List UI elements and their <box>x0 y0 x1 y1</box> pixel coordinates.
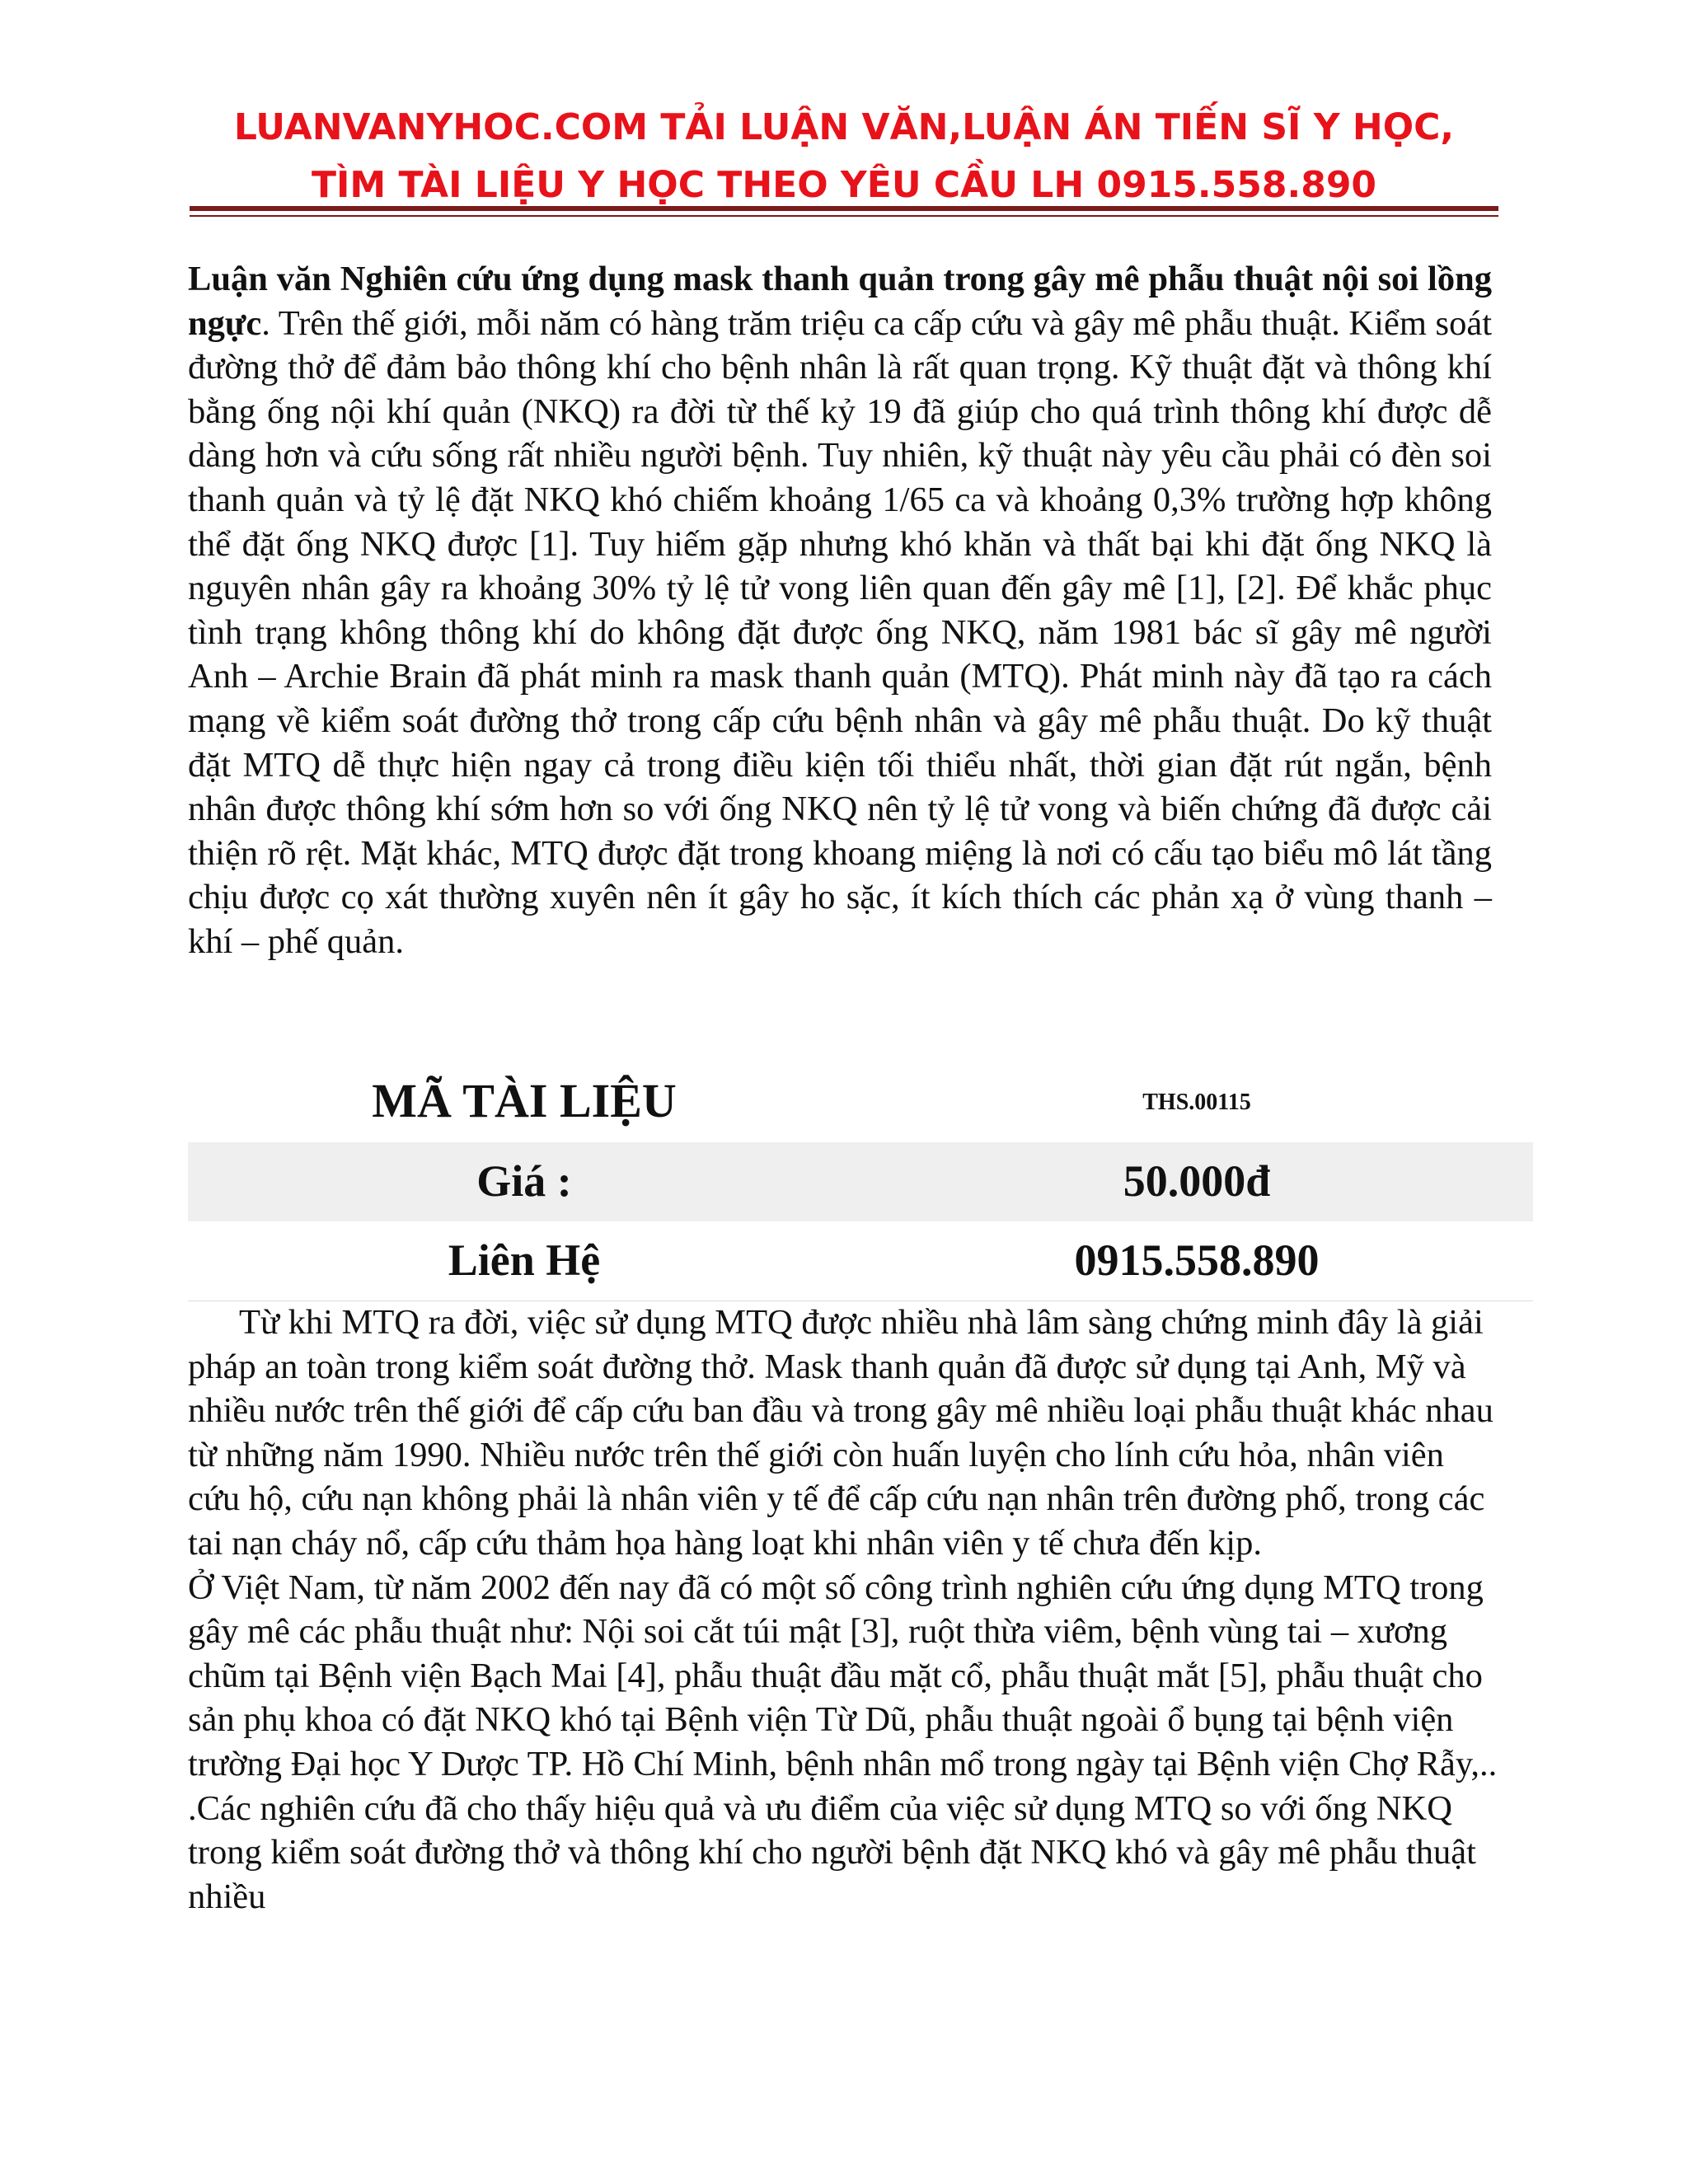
contact-label: Liên Hệ <box>448 1235 601 1285</box>
code-label: MÃ TÀI LIỆU <box>372 1074 677 1127</box>
price-value: 50.000đ <box>1123 1156 1271 1206</box>
price-row <box>188 1142 1533 1221</box>
intro-text: . Trên thế giới, mỗi năm có hàng trăm triệu ca cấp cứu và gây mê phẫu thuật. Kiểm soát đường thở để đảm bảo thông khí cho bệnh nhân là rất quan trọng. Kỹ thuật đặt và thông khí bằng ống nội khí quản (NKQ) ra đời từ thế kỷ 19 đã giúp cho quá trình thông khí được dễ dàng hơn và cứu sống rất nhiều người bệnh. Tuy nhiên, kỹ thuật này yêu cầu phải có đèn soi thanh quản và tỷ lệ đặt NKQ khó chiếm khoảng 1/65 ca và khoảng 0,3% trường hợp không thể đặt ống NKQ được [1]. Tuy hiếm gặp nhưng khó khăn và thất bại khi đặt ống NKQ là nguyên nhân gây ra khoảng 30% tỷ lệ tử vong liên quan đến gây mê [1], [2]. Để khắc phục tình trạng không thông khí do không đặt được ống NKQ, năm 1981 bác sĩ gây mê người Anh – Archie Brain đã phát minh ra mask thanh quản (MTQ). Phát minh này đã tạo ra cách mạng về kiểm soát đường thở trong cấp cứu bệnh nhân và gây mê phẫu thuật. Do kỹ thuật đặt MTQ dễ thực hiện ngay cả trong điều kiện tối thiểu nhất, thời gian đặt rút ngắn, bệnh nhân được thông khí sớm hơn so với ống NKQ nên tỷ lệ tử vong và biến chứng đã được cải thiện rõ rệt. Mặt khác, MTQ được đặt trong khoang miệng là nơi có cấu tạo biểu mô lát tầng chịu được cọ xát thường xuyên nên ít gây ho sặc, ít kích thích các phản xạ ở vùng thanh – khí – phế quản. <box>188 303 1492 961</box>
header-divider-thin <box>190 215 1498 217</box>
header-divider-thick <box>190 206 1498 211</box>
header-line-2: TÌM TÀI LIỆU Y HỌC THEO YÊU CẦU LH 0915.558.890 <box>311 164 1377 206</box>
body-paragraph-2: Ở Việt Nam, từ năm 2002 đến nay đã có một số công trình nghiên cứu ứng dụng MTQ trong gây mê các phẫu thuật như: Nội soi cắt túi mật [3], ruột thừa viêm, bệnh vùng tai – xương chũm tại Bệnh viện Bạch Mai [4], phẫu thuật đầu mặt cổ, phẫu thuật mắt [5], phẫu thuật cho sản phụ khoa có đặt NKQ khó tại Bệnh viện Từ Dũ, phẫu thuật ngoài ổ bụng tại bệnh viện trường Đại học Y Dược TP. Hồ Chí Minh, bệnh nhân mổ trong ngày tại Bệnh viện Chợ Rẫy,.. .Các nghiên cứu đã cho thấy hiệu quả và ưu điểm của việc sử dụng MTQ so với ống NKQ trong kiểm soát đường thở và thông khí cho người bệnh đặt NKQ khó và gây mê phẫu thuật nhiều <box>188 1568 1498 1916</box>
contact-value: 0915.558.890 <box>1074 1235 1320 1285</box>
code-value: THS.00115 <box>1142 1090 1251 1115</box>
document-title: Luận văn Nghiên cứu ứng dụng mask thanh quản trong gây mê phẫu thuật nội soi lồng ngực <box>188 260 1492 343</box>
price-label: Giá : <box>476 1156 572 1206</box>
header-line-1: LUANVANYHOC.COM TẢI LUẬN VĂN,LUẬN ÁN TIẾN SĨ Y HỌC, <box>233 106 1455 148</box>
document-info-table <box>188 1063 1533 1301</box>
site-header <box>188 99 1500 214</box>
body-paragraph-1: Từ khi MTQ ra đời, việc sử dụng MTQ được nhiều nhà lâm sàng chứng minh đây là giải pháp an toàn trong kiểm soát đường thở. Mask thanh quản đã được sử dụng tại Anh, Mỹ và nhiều nước trên thế giới để cấp cứu ban đầu và trong gây mê nhiều loại phẫu thuật khác nhau từ những năm 1990. Nhiều nước trên thế giới còn huấn luyện cho lính cứu hỏa, nhân viên cứu hộ, cứu nạn không phải là nhân viên y tế để cấp cứu nạn nhân trên đường phố, trong các tai nạn cháy nổ, cấp cứu thảm họa hàng loạt khi nhân viên y tế chưa đến kịp. <box>188 1303 1493 1563</box>
body-text <box>188 1301 1498 1919</box>
intro-paragraph <box>188 257 1492 964</box>
code-row <box>188 1063 1533 1142</box>
contact-row <box>188 1221 1533 1301</box>
